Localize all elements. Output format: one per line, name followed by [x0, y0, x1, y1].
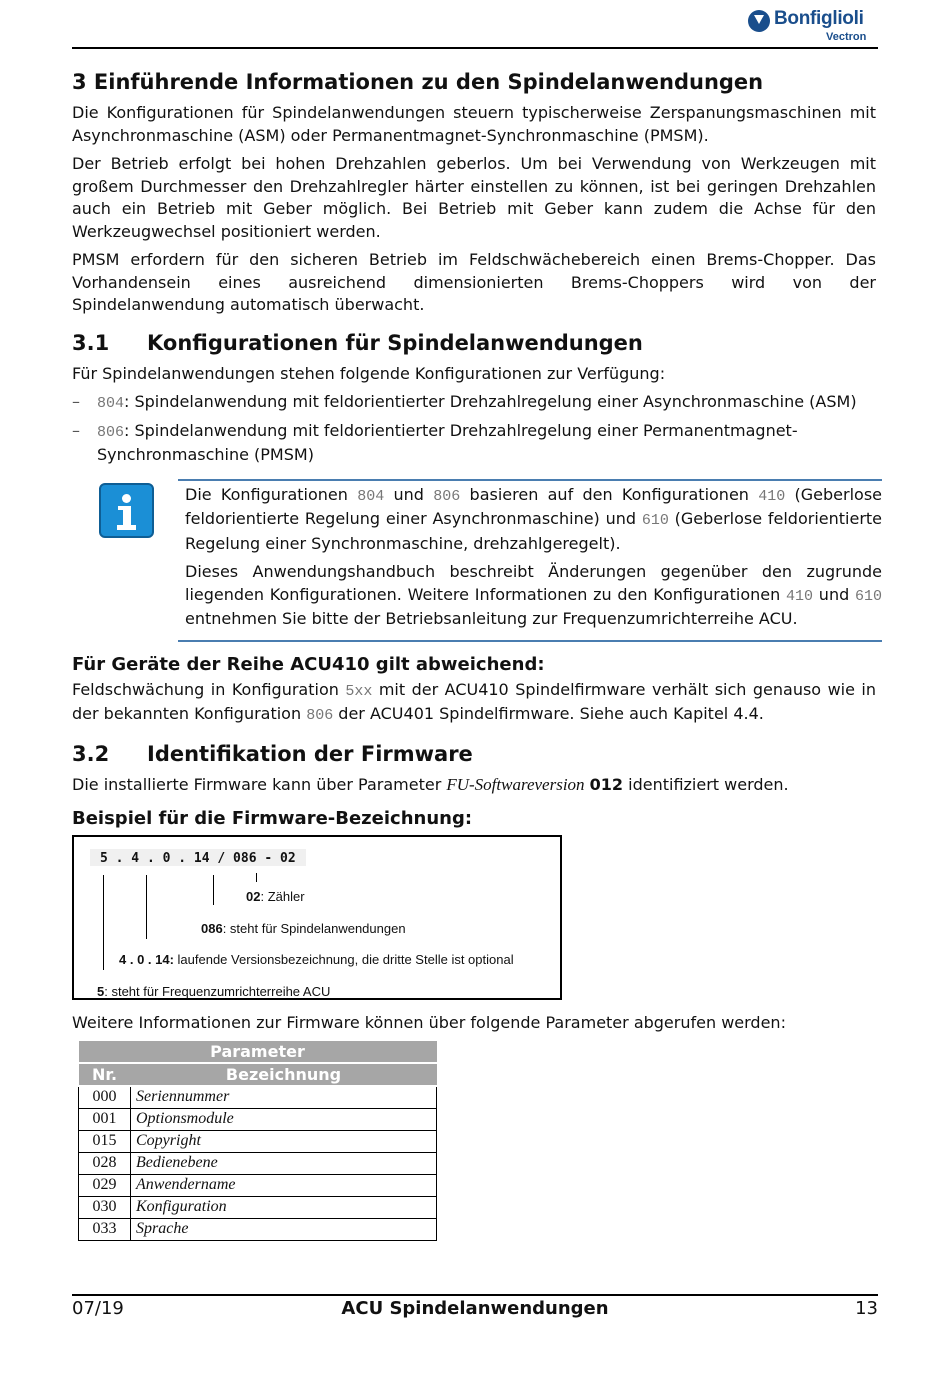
- config-code: 410: [786, 587, 814, 605]
- section-3-2-number: 3.2: [72, 741, 110, 766]
- firmware-example-heading: Beispiel für die Firmware-Bezeichnung:: [72, 808, 473, 829]
- firmware-label-counter: [246, 889, 305, 904]
- param-nr: 001: [79, 1108, 131, 1130]
- note-text: und: [384, 484, 434, 504]
- parameter-number: 012: [589, 774, 624, 794]
- firmware-label-series: [97, 984, 330, 999]
- label-text: : steht für Frequenzumrichterreihe ACU: [104, 984, 331, 999]
- table-row: [79, 1174, 437, 1196]
- connector-line: [103, 875, 104, 970]
- acu-text: der ACU401 Spindelfirmware. Siehe auch Kapitel 4.4.: [333, 704, 764, 723]
- note-text: basieren auf den Konfigurationen: [460, 484, 759, 504]
- config-code: 5xx: [345, 682, 373, 700]
- note-text: Dieses Anwendungshandbuch beschreibt Änderungen gegenüber den zugrunde liegenden Konfigurationen. Weitere Informationen zu den Konfigurationen: [185, 562, 882, 604]
- param-nr: 000: [79, 1086, 131, 1109]
- param-nr: 033: [79, 1218, 131, 1240]
- footer-title: ACU Spindelanwendungen: [341, 1298, 609, 1319]
- table-row: [79, 1152, 437, 1174]
- parameter-name: FU-Softwareversion: [446, 774, 585, 794]
- config-code: 804: [357, 487, 385, 505]
- note-text: (Geberlose feldorientierte Regelung einer Asynchronmaschine) und: [185, 484, 882, 528]
- info-note-paragraph-1: [185, 484, 882, 556]
- config-code: 806: [97, 423, 125, 441]
- note-text: Die Konfigurationen: [185, 484, 358, 504]
- config-code: 806: [306, 707, 334, 724]
- acu410-paragraph: [72, 679, 876, 728]
- footer-rule: [72, 1294, 878, 1296]
- info-icon: [99, 483, 154, 538]
- section-3-1-intro: Für Spindelanwendungen stehen folgende Konfigurationen zur Verfügung:: [72, 363, 666, 383]
- acu-text: mit der ACU410 Spindelfirmware verhält sich genauso wie in der bekannten Konfiguration: [72, 679, 877, 723]
- column-header-bezeichnung: Bezeichnung: [131, 1063, 437, 1086]
- config-code: 806: [433, 487, 461, 505]
- param-name: Seriennummer: [131, 1086, 437, 1109]
- firmware-label-application: [201, 921, 406, 936]
- table-row: [79, 1196, 437, 1218]
- param-name: Copyright: [131, 1130, 437, 1152]
- param-nr: 028: [79, 1152, 131, 1174]
- config-text: : Spindelanwendung mit feldorientierter Drehzahlregelung einer Asynchronmaschine (ASM): [124, 392, 857, 411]
- page-content: [72, 70, 883, 1241]
- param-name: Sprache: [131, 1218, 437, 1240]
- label-text: laufende Versionsbezeichnung, die dritte Stelle ist optional: [173, 952, 514, 967]
- section-3-2-intro: [72, 774, 876, 797]
- info-note: [72, 479, 883, 642]
- table-row: [79, 1108, 437, 1130]
- acu-text: Feldschwächung in Konfiguration: [72, 679, 346, 699]
- connector-line: [146, 875, 147, 939]
- config-code: 410: [758, 487, 786, 505]
- bonfiglioli-logo-icon: [748, 10, 770, 32]
- info-note-paragraph-2: [185, 561, 882, 631]
- label-key: 4 . 0 . 14:: [119, 952, 174, 967]
- param-name: Anwendername: [131, 1174, 437, 1196]
- param-nr: 015: [79, 1130, 131, 1152]
- firmware-code: 5 . 4 . 0 . 14 / 086 - 02: [90, 849, 306, 866]
- label-key: 02: [246, 889, 261, 904]
- intro-text: identifiziert werden.: [623, 774, 789, 794]
- page-number: 13: [855, 1298, 878, 1319]
- section-3-paragraph-2: Der Betrieb erfolgt bei hohen Drehzahlen geberlos. Um bei Verwendung von Werkzeugen mit großem Durchmesser den Drehzahlregler härter einstellen zu können, ist bei geringen Drehzahlen auch ein Betrieb mit Geber möglich. Bei Betrieb mit Geber kann zudem die Achse für den Werkzeugwechsel positioniert werden.: [72, 154, 876, 241]
- config-code: 610: [641, 512, 669, 529]
- section-3-1-title: [72, 331, 876, 355]
- note-text: (Geberlose feldorientierte Regelung einer Synchronmaschine, drehzahlgeregelt).: [185, 509, 883, 553]
- parameter-table: [78, 1041, 437, 1241]
- label-text: : Zähler: [260, 889, 305, 904]
- brand-subname: Vectron: [826, 31, 867, 43]
- section-3-1-number: 3.1: [72, 330, 110, 355]
- intro-text: Die installierte Firmware kann über Parameter: [72, 774, 447, 794]
- section-3-paragraph-3: PMSM erfordern für den sicheren Betrieb im Feldschwächebereich einen Brems-Chopper. Das Vorhandensein eines ausreichend dimensionierten Brems-Choppers wird von der Spindelanwendung automatisch überwacht.: [72, 250, 876, 314]
- table-row: [79, 1130, 437, 1152]
- label-key: 086: [201, 921, 223, 936]
- section-3-1-title-text: Konfigurationen für Spindelanwendungen: [147, 330, 643, 355]
- note-text: und: [813, 584, 855, 604]
- connector-line: [256, 873, 257, 882]
- section-3-2-title: [72, 742, 876, 766]
- section-3-title: 3 Einführende Informationen zu den Spindelanwendungen: [72, 70, 764, 94]
- note-text: entnehmen Sie bitte der Betriebsanleitung zur Frequenzumrichterreihe ACU.: [185, 609, 798, 628]
- configuration-list: [72, 391, 876, 467]
- brand-logo: [748, 8, 878, 46]
- brand-name: Bonfiglioli: [774, 8, 864, 29]
- firmware-diagram: [72, 835, 562, 1000]
- param-name: Optionsmodule: [131, 1108, 437, 1130]
- column-header-nr: Nr.: [79, 1063, 131, 1086]
- label-key: 5: [97, 984, 105, 999]
- list-item: [72, 420, 876, 467]
- table-row: [79, 1218, 437, 1240]
- more-info-text: Weitere Informationen zur Firmware können über folgende Parameter abgerufen werden:: [72, 1013, 786, 1032]
- param-name: Konfiguration: [131, 1196, 437, 1218]
- config-text: : Spindelanwendung mit feldorientierter Drehzahlregelung einer Permanentmagnet-Synchronmaschine (PMSM): [97, 420, 798, 464]
- table-group-header: Parameter: [79, 1041, 437, 1063]
- connector-line: [213, 875, 214, 905]
- param-name: Bedienebene: [131, 1152, 437, 1174]
- config-code: 804: [97, 395, 125, 412]
- header-rule: [72, 47, 878, 49]
- footer-date: 07/19: [72, 1298, 124, 1319]
- list-item: [72, 391, 876, 416]
- param-nr: 029: [79, 1174, 131, 1196]
- acu410-heading: Für Geräte der Reihe ACU410 gilt abweichend:: [72, 653, 545, 675]
- section-3-paragraph-1: Die Konfigurationen für Spindelanwendungen steuern typischerweise Zerspanungsmaschinen mit Asynchronmaschine (ASM) oder Permanentmagnet-Synchronmaschine (PMSM).: [72, 103, 876, 145]
- config-code: 610: [855, 587, 883, 605]
- param-nr: 030: [79, 1196, 131, 1218]
- section-3-2-title-text: Identifikation der Firmware: [147, 741, 473, 766]
- info-note-box: [178, 479, 882, 642]
- table-row: [79, 1086, 437, 1109]
- firmware-label-version: [119, 952, 514, 967]
- label-text: : steht für Spindelanwendungen: [222, 921, 406, 936]
